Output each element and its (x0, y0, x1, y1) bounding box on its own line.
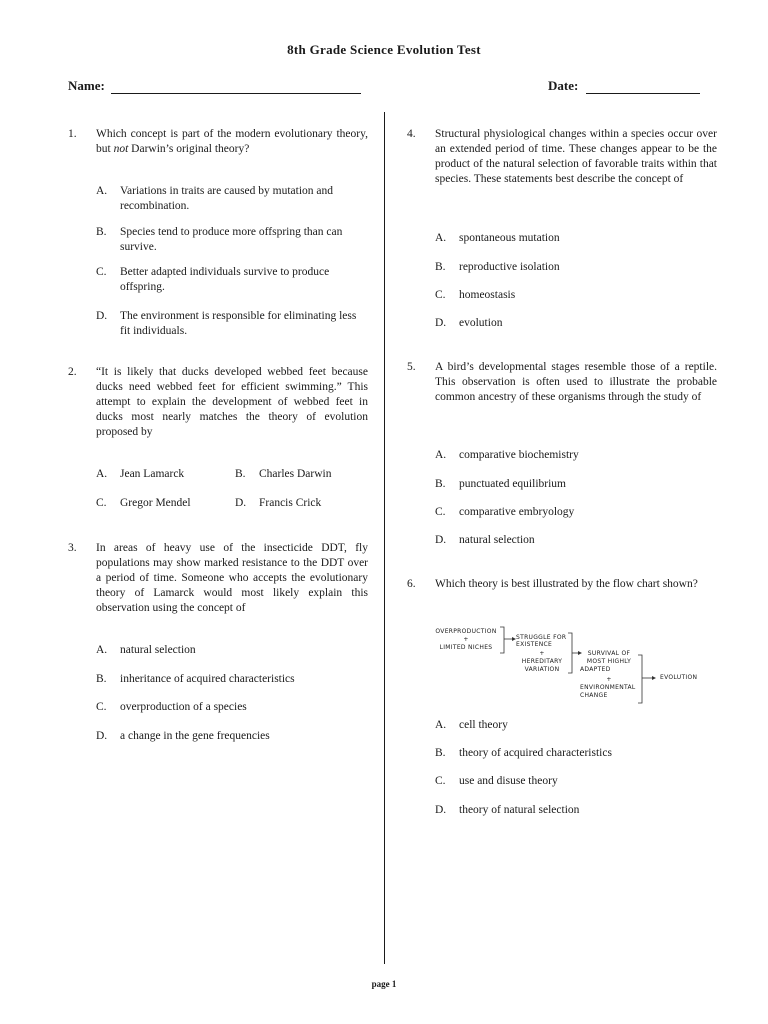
option-text: evolution (459, 317, 503, 329)
option-text: comparative embryology (459, 506, 575, 518)
option-letter: A. (435, 449, 447, 461)
option-letter: B. (96, 226, 107, 238)
option-text: overproduction of a species (120, 701, 247, 713)
option-letter: B. (435, 478, 446, 490)
flow-variation: VARIATION (524, 666, 560, 673)
name-label: Name: (68, 78, 105, 93)
flow-survival-of: SURVIVAL OF (587, 650, 631, 657)
option-text: use and disuse theory (459, 775, 558, 787)
option-letter: D. (96, 730, 108, 742)
question-stem: Structural physiological changes within a species occur over an extended period of time. These changes appear to be the product of the natural selection of favorable traits within that species. These statements best describe the concept of (435, 128, 717, 185)
page-number: page 1 (371, 979, 397, 989)
bracket-3 (638, 655, 642, 703)
option-text: Gregor Mendel (120, 497, 191, 509)
name-field (68, 78, 361, 94)
option-letter: B. (435, 261, 446, 273)
option-letter: C. (435, 506, 446, 518)
stem-text: Which concept is part of the modern evolutionary theory, but (96, 128, 368, 155)
flow-evolution: EVOLUTION (660, 674, 698, 681)
option-letter: A. (96, 644, 108, 656)
question-stem: A bird’s developmental stages resemble those of a reptile. This observation is often used to illustrate the probable common ancestry of these organisms through the study of (435, 361, 717, 403)
option-text: a change in the gene frequencies (120, 730, 270, 742)
flow-adapted: ADAPTED (580, 666, 611, 673)
option-letter: A. (435, 719, 447, 731)
option-letter: B. (96, 673, 107, 685)
flow-limited-niches: LIMITED NICHES (439, 644, 493, 651)
date-blank-line (586, 80, 700, 94)
question-number: 6. (407, 578, 416, 590)
option-letter: D. (435, 317, 447, 329)
option-letter: C. (435, 289, 446, 301)
option-letter: A. (435, 232, 447, 244)
flow-overproduction: OVERPRODUCTION (435, 628, 497, 635)
bracket-2 (568, 633, 572, 673)
column-divider (384, 112, 385, 964)
option-text: Species tend to produce more offspring than can survive. (120, 226, 343, 253)
flow-plus: + (463, 636, 469, 643)
flow-plus: + (539, 650, 545, 657)
question-stem: “It is likely that ducks developed webbed feet because ducks need webbed feet for efficient swimming.” This attempt to explain the development of webbed feet in ducks most nearly matches the theory of evolution proposed by (96, 366, 368, 438)
flow-existence: EXISTENCE (516, 641, 553, 648)
option-letter: C. (96, 701, 107, 713)
option-text: spontaneous mutation (459, 232, 560, 244)
evolution-flowchart (430, 625, 730, 705)
option-letter: B. (235, 468, 246, 480)
option-text: Charles Darwin (259, 468, 332, 480)
option-letter: D. (235, 497, 247, 509)
stem-emphasis: not (113, 143, 129, 155)
question-number: 4. (407, 128, 416, 140)
flow-environmental: ENVIRONMENTAL (580, 684, 636, 691)
option-letter: A. (96, 468, 108, 480)
flow-plus: + (606, 676, 612, 683)
arrow-3-head (652, 676, 656, 680)
question-stem: Which theory is best illustrated by the flow chart shown? (435, 578, 698, 590)
option-text: punctuated equilibrium (459, 478, 566, 490)
date-label: Date: (548, 78, 579, 93)
option-text: natural selection (120, 644, 196, 656)
flow-struggle-for: STRUGGLE FOR (516, 634, 567, 641)
question-stem: In areas of heavy use of the insecticide DDT, fly populations may show marked resistance to the DDT over a period of time. Someone who accepts the evolutionary theory of Lamarck would most likely explain this observation using the concept of (96, 542, 368, 614)
flow-most-highly: MOST HIGHLY (586, 658, 632, 665)
option-text: natural selection (459, 534, 535, 546)
page-title: 8th Grade Science Evolution Test (287, 42, 481, 57)
question-number: 3. (68, 542, 77, 554)
question-number: 1. (68, 128, 77, 140)
option-text: The environment is responsible for eliminating less fit individuals. (120, 310, 357, 337)
option-letter: C. (96, 497, 107, 509)
option-letter: C. (435, 775, 446, 787)
date-field (548, 78, 700, 94)
option-letter: D. (435, 534, 447, 546)
option-text: theory of natural selection (459, 804, 580, 816)
option-text: Francis Crick (259, 497, 322, 509)
question-number: 5. (407, 361, 416, 373)
option-text: theory of acquired characteristics (459, 747, 612, 759)
bracket-1 (500, 627, 504, 653)
option-letter: D. (435, 804, 447, 816)
option-letter: D. (96, 310, 108, 322)
option-text: homeostasis (459, 289, 516, 301)
option-text: Variations in traits are caused by mutation and recombination. (120, 185, 334, 212)
option-letter: C. (96, 266, 107, 278)
question-number: 2. (68, 366, 77, 378)
stem-text: Darwin’s original theory? (128, 143, 250, 155)
name-blank-line (111, 80, 361, 94)
option-letter: B. (435, 747, 446, 759)
flow-change: CHANGE (580, 692, 608, 699)
option-text: reproductive isolation (459, 261, 560, 273)
flow-hereditary: HEREDITARY (521, 658, 563, 665)
option-text: Jean Lamarck (120, 468, 185, 480)
option-letter: A. (96, 185, 108, 197)
question-stem (96, 127, 368, 157)
option-text: inheritance of acquired characteristics (120, 673, 295, 685)
option-text: comparative biochemistry (459, 449, 579, 461)
option-text: cell theory (459, 719, 508, 731)
option-text: Better adapted individuals survive to produce offspring. (120, 266, 330, 293)
